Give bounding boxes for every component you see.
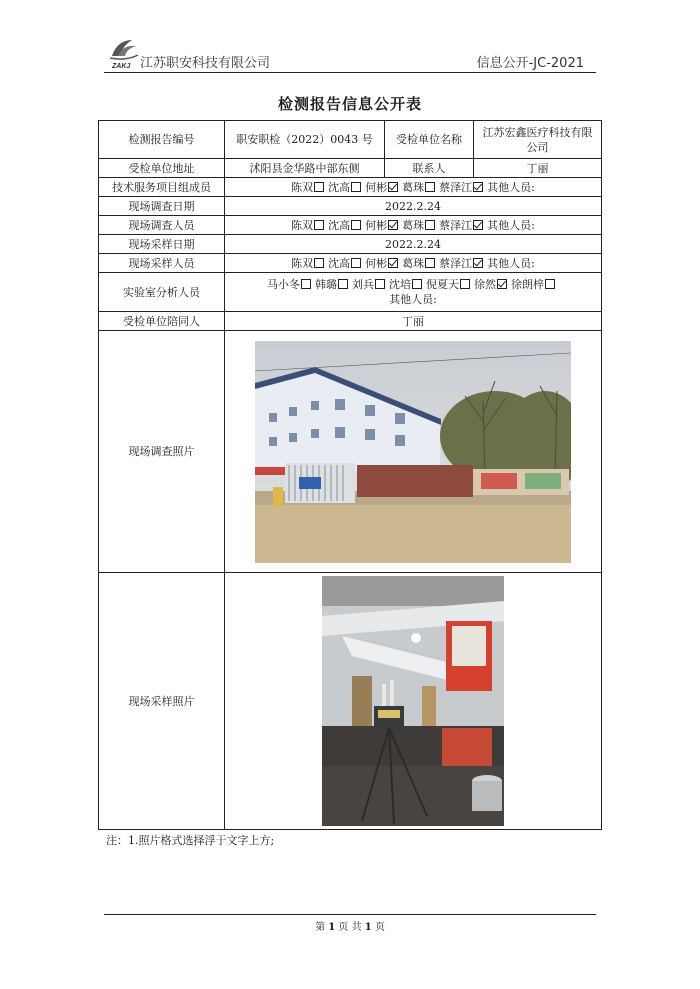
other-personnel: 其他人员: (487, 218, 535, 232)
person-name: 沈高 (328, 218, 351, 232)
person-name: 陈双 (291, 256, 314, 270)
checkbox-icon (314, 220, 324, 230)
table-row (99, 331, 602, 573)
address-label: 受检单位地址 (99, 159, 225, 178)
total-pages: 1 (364, 922, 372, 933)
report-table (98, 120, 602, 830)
person-name: 葛珠 (402, 256, 425, 270)
page-title: 检测报告信息公开表 (277, 95, 422, 113)
survey-photo-cell (225, 331, 602, 573)
person-name: 刘兵 (352, 278, 374, 291)
client-name-value: 江苏宏鑫医疗科技有限公司 (474, 121, 602, 159)
table-row (99, 254, 602, 273)
checkbox-icon (301, 279, 311, 289)
person-name: 徐朗梓 (511, 278, 544, 291)
survey-photo (255, 341, 571, 563)
checkbox-icon (314, 182, 324, 192)
current-page: 1 (328, 922, 336, 933)
checkbox-icon (425, 220, 435, 230)
person-name: 马小冬 (267, 278, 300, 291)
lab-members (225, 273, 602, 312)
checked-checkbox-icon (388, 182, 398, 192)
person-name: 沈高 (328, 256, 351, 270)
checked-checkbox-icon (473, 220, 483, 230)
footer-divider (104, 914, 596, 915)
checkbox-icon (460, 279, 470, 289)
checked-checkbox-icon (473, 182, 483, 192)
person-name: 葛珠 (402, 218, 425, 232)
person-name: 蔡泽江 (439, 256, 473, 270)
checkbox-icon (351, 182, 361, 192)
person-name: 蔡泽江 (439, 218, 473, 232)
checkbox-icon (351, 220, 361, 230)
sampling-photo (322, 576, 504, 826)
checkbox-icon (314, 258, 324, 268)
page-number (0, 918, 700, 933)
person-name: 何彬 (365, 256, 388, 270)
survey-date-value: 2022.2.24 (225, 197, 602, 216)
survey-photo-label: 现场调查照片 (99, 331, 225, 573)
checkbox-icon (425, 258, 435, 268)
table-row (99, 159, 602, 178)
table-row (99, 235, 602, 254)
company-logo (106, 34, 140, 70)
report-no-value: 职安职检（2022）0043 号 (225, 121, 385, 159)
checkbox-icon (412, 279, 422, 289)
person-name: 陈双 (291, 180, 314, 194)
person-name: 沈培 (389, 278, 411, 291)
sampling-photo-label: 现场采样照片 (99, 573, 225, 830)
other-personnel: 其他人员: (487, 180, 535, 194)
other-personnel: 其他人员: (389, 293, 437, 306)
contact-value: 丁丽 (474, 159, 602, 178)
logo-text: ZAKJ (112, 63, 131, 70)
other-personnel: 其他人员: (487, 256, 535, 270)
person-name: 葛珠 (402, 180, 425, 194)
address-value: 沭阳县金华路中部东侧 (225, 159, 385, 178)
person-name: 何彬 (365, 218, 388, 232)
person-name: 何彬 (365, 180, 388, 194)
person-name: 沈高 (328, 180, 351, 194)
report-no-label: 检测报告编号 (99, 121, 225, 159)
team-label: 技术服务项目组成员 (99, 178, 225, 197)
person-name: 倪夏天 (426, 278, 459, 291)
person-name: 蔡泽江 (439, 180, 473, 194)
table-row (99, 273, 602, 312)
table-row (99, 197, 602, 216)
table-row (99, 216, 602, 235)
lab-label: 实验室分析人员 (99, 273, 225, 312)
checked-checkbox-icon (388, 220, 398, 230)
table-row (99, 573, 602, 830)
table-row (99, 121, 602, 159)
escort-value: 丁丽 (225, 312, 602, 331)
samplers-members (225, 254, 602, 273)
checkbox-icon (375, 279, 385, 289)
table-row (99, 178, 602, 197)
document-code: 信息公开-JC-2021 (476, 56, 584, 71)
page-prefix: 第 (315, 922, 326, 933)
survey-date-label: 现场调查日期 (99, 197, 225, 216)
page-suffix: 页 (374, 922, 385, 933)
person-name: 徐然 (474, 278, 496, 291)
checked-checkbox-icon (497, 279, 507, 289)
checkbox-icon (425, 182, 435, 192)
checkbox-icon (351, 258, 361, 268)
escort-label: 受检单位陪同人 (99, 312, 225, 331)
client-name-label: 受检单位名称 (385, 121, 474, 159)
sampling-date-value: 2022.2.24 (225, 235, 602, 254)
checked-checkbox-icon (473, 258, 483, 268)
company-name: 江苏职安科技有限公司 (140, 56, 271, 71)
table-row (99, 312, 602, 331)
surveyors-members (225, 216, 602, 235)
person-name: 韩璐 (315, 278, 337, 291)
page-header (104, 34, 596, 73)
contact-label: 联系人 (385, 159, 474, 178)
checked-checkbox-icon (388, 258, 398, 268)
person-name: 陈双 (291, 218, 314, 232)
footnote: 注：1.照片格式选择浮于文字上方; (106, 834, 275, 847)
sampling-date-label: 现场采样日期 (99, 235, 225, 254)
samplers-label: 现场采样人员 (99, 254, 225, 273)
checkbox-icon (338, 279, 348, 289)
checkbox-icon (545, 279, 555, 289)
sampling-photo-cell (225, 573, 602, 830)
surveyors-label: 现场调查人员 (99, 216, 225, 235)
page-mid: 页 共 (338, 922, 362, 933)
team-members (225, 178, 602, 197)
